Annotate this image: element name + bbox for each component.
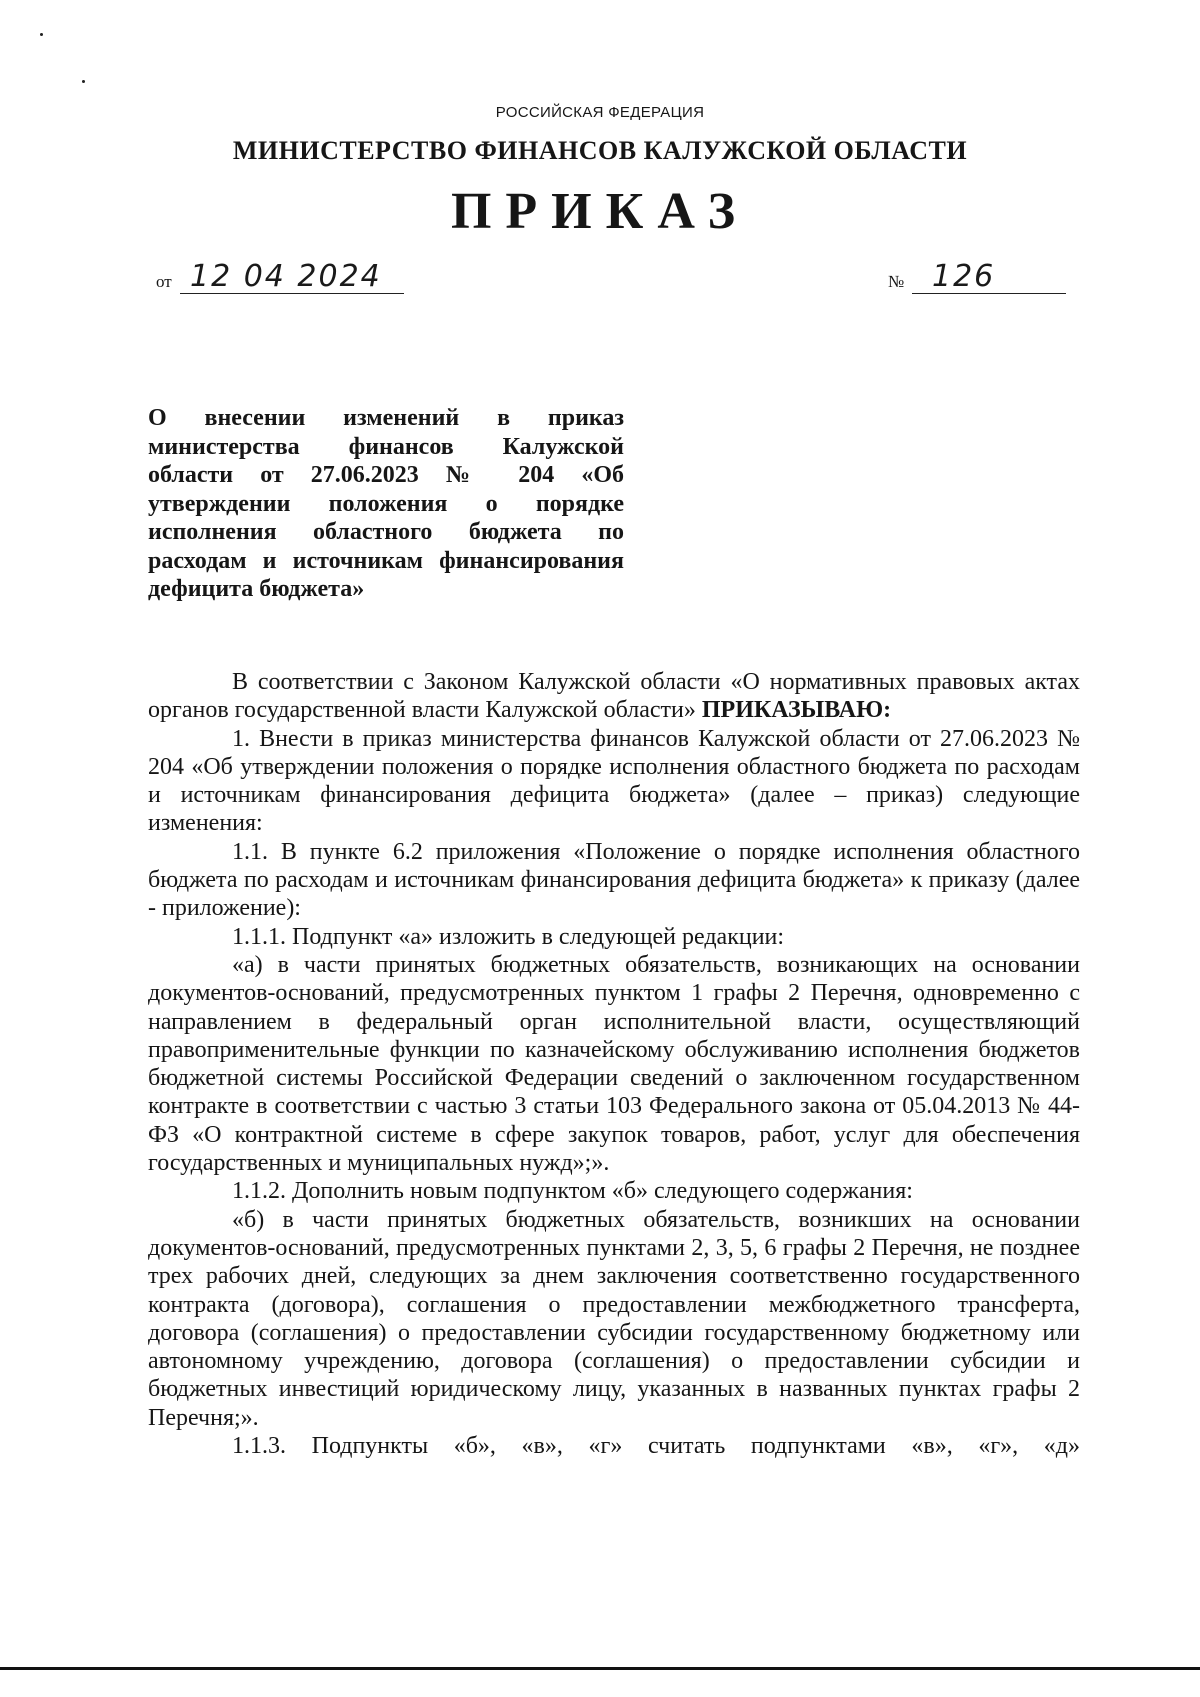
intro-paragraph xyxy=(148,668,1080,725)
scan-speck xyxy=(82,80,85,83)
document-subject: О внесении изменений в приказ министерства финансов Калужской области от 27.06.2023 № 204 «Об утверждении положения о порядке исполнения областного бюджета по расходам и источникам финансирования дефицита бюджета» xyxy=(148,405,624,602)
ministry-name: МИНИСТЕРСТВО ФИНАНСОВ КАЛУЖСКОЙ ОБЛАСТИ xyxy=(232,136,968,165)
subparagraph-b: «б) в части принятых бюджетных обязательств, возникших на основании документов-оснований, предусмотренных пунктами 2, 3, 5, 6 графы 2 Перечня, не позднее трех рабочих дней, следующих за днем заключения соответственно государственного контракта (договора), соглашения о предоставлении межбюджетного трансферта, договора (соглашения) о предоставлении субсидии государственному бюджетному или автономному учреждению, договора (соглашения) о предоставлении субсидии и бюджетных инвестиций юридическому лицу, указанных в названных пунктах графы 2 Перечня;». xyxy=(148,1206,1080,1431)
subparagraph-a: «а) в части принятых бюджетных обязательств, возникающих на основании документов-оснований, предусмотренных пунктом 1 графы 2 Перечня, одновременно с направлением в федеральный орган исполнительной власти, осуществляющий правоприменительные функции по казначейскому обслуживанию исполнения бюджетов бюджетной системы Российской Федерации сведений о заключенном государственном контракте в соответствии с частью 3 статьи 103 Федерального закона от 05.04.2013 № 44-ФЗ «О контрактной системе в сфере закупок товаров, работ, услуг для обеспечения государственных и муниципальных нужд»;». xyxy=(148,951,1080,1177)
page-bottom-rule xyxy=(0,1667,1200,1670)
document-type-title: ПРИКАЗ xyxy=(450,183,750,240)
paragraph-1-1: 1.1. В пункте 6.2 приложения «Положение о порядке исполнения областного бюджета по расходам и источникам финансирования дефицита бюджета» к приказу (далее - приложение): xyxy=(148,838,1080,922)
paragraph-1-1-3: 1.1.3. Подпункты «б», «в», «г» считать подпунктами «в», «г», «д» xyxy=(232,1433,1080,1460)
paragraph-1: 1. Внести в приказ министерства финансов Калужской области от 27.06.2023 № 204 «Об утверждении положения о порядке исполнения областного бюджета по расходам и источникам финансирования дефицита бюджета» (далее – приказ) следующие изменения: xyxy=(148,725,1080,837)
intro-text: В соответствии с Законом Калужской области «О нормативных правовых актах органов государственной власти Калужской области» xyxy=(148,669,1080,724)
scan-speck xyxy=(40,33,43,36)
federation-label: РОССИЙСКАЯ ФЕДЕРАЦИЯ xyxy=(495,104,705,121)
order-word: ПРИКАЗЫВАЮ: xyxy=(701,697,892,724)
date-number-row xyxy=(156,259,1056,302)
number-label: № xyxy=(888,272,905,291)
paragraph-1-1-1: 1.1.1. Подпункт «а» изложить в следующей редакции: xyxy=(232,923,785,950)
date-handwritten: 12 04 2024 xyxy=(190,259,382,294)
number-handwritten: 126 xyxy=(932,259,996,294)
paragraph-1-1-2: 1.1.2. Дополнить новым подпунктом «б» следующего содержания: xyxy=(232,1178,913,1205)
date-label: от xyxy=(156,272,172,291)
document-body xyxy=(148,668,1080,1460)
